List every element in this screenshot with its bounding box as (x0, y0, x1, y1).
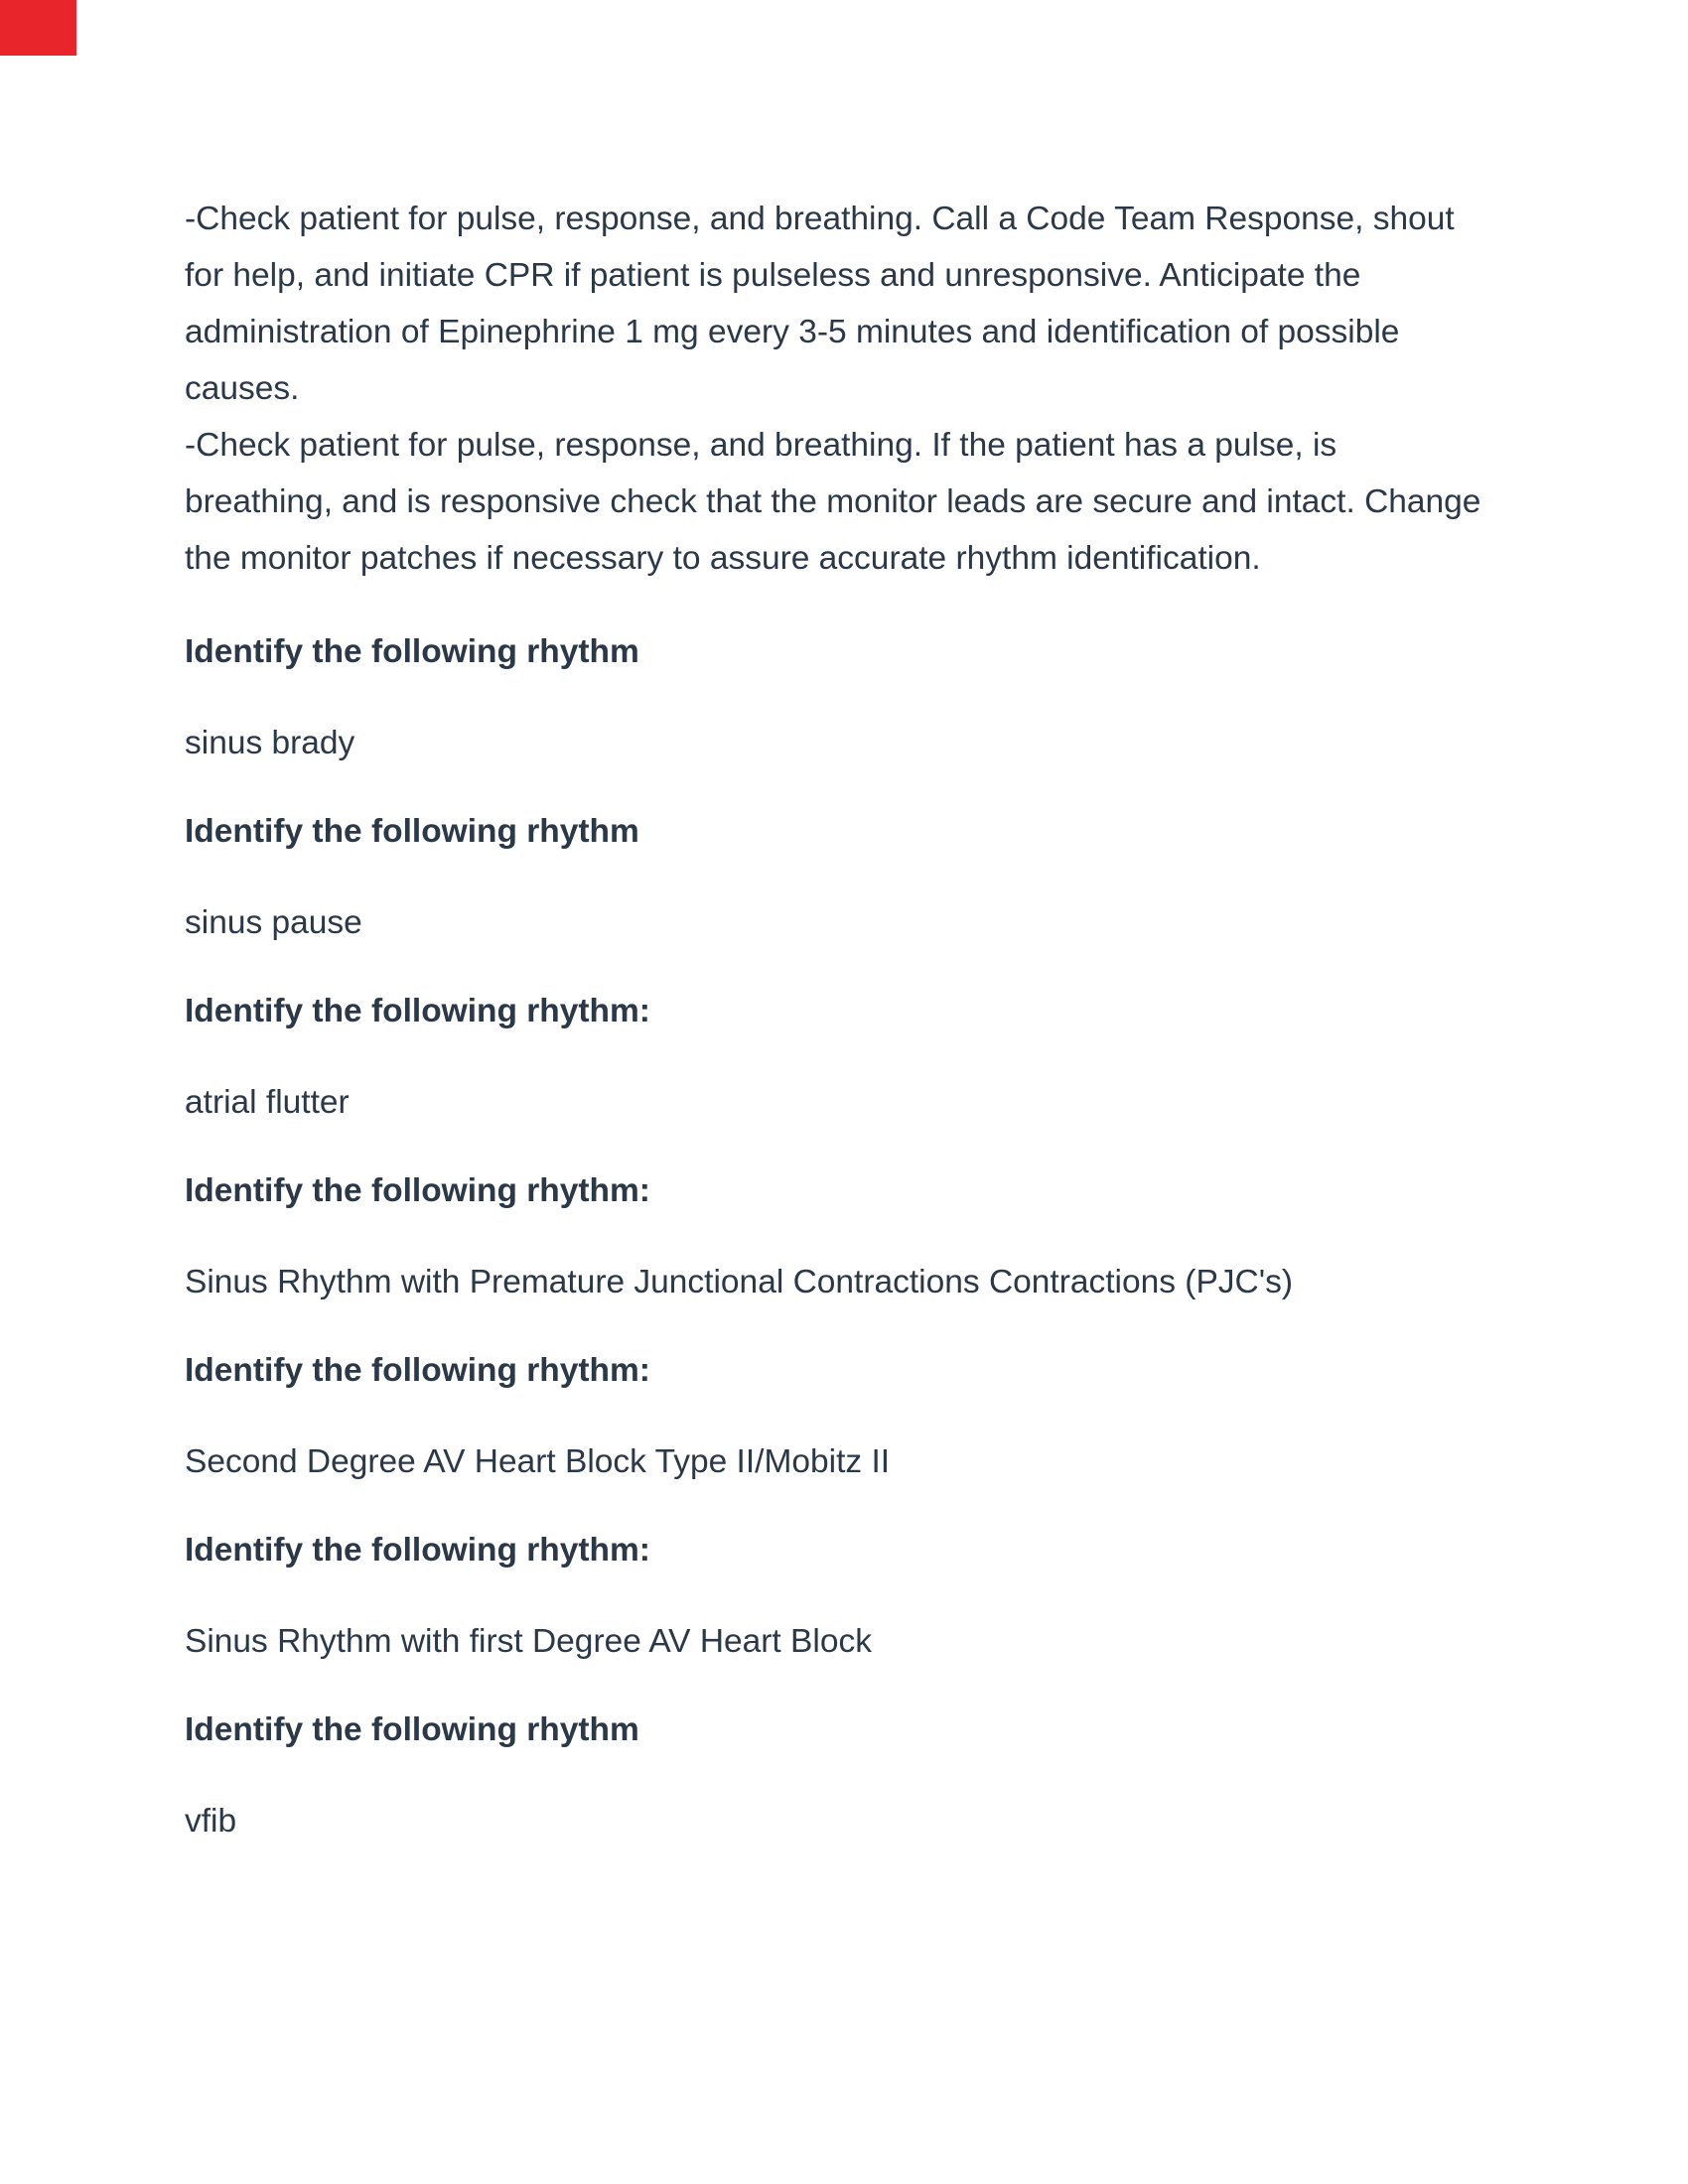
flashcard (185, 1162, 1519, 1310)
flashcard (185, 623, 1519, 771)
question-heading: Identify the following rhythm: (185, 1172, 650, 1209)
question-heading: Identify the following rhythm: (185, 993, 650, 1029)
intro-text (185, 191, 1519, 587)
answer-text: Second Degree AV Heart Block Type II/Mobitz II (185, 1443, 891, 1480)
intro-paragraph-1-line: for help, and initiate CPR if patient is pulseless and unresponsive. Anticipate the (185, 257, 1361, 294)
answer-text: atrial flutter (185, 1084, 350, 1121)
question-heading: Identify the following rhythm: (185, 1532, 650, 1569)
flashcard (185, 803, 1519, 951)
answer-text: sinus brady (185, 725, 355, 761)
question-heading: Identify the following rhythm (185, 633, 639, 670)
answer-text: Sinus Rhythm with first Degree AV Heart Block (185, 1623, 872, 1660)
intro-paragraph-1-line: causes. (185, 370, 300, 407)
flashcard (185, 1522, 1519, 1670)
answer-text: Sinus Rhythm with Premature Junctional Contractions Contractions (PJC's) (185, 1264, 1294, 1300)
question-heading: Identify the following rhythm (185, 813, 639, 850)
intro-paragraph-1-line: administration of Epinephrine 1 mg every 3-5 minutes and identification of possible (185, 314, 1400, 350)
question-heading: Identify the following rhythm: (185, 1352, 650, 1389)
flashcard (185, 983, 1519, 1131)
intro-paragraph-2-line: -Check patient for pulse, response, and breathing. If the patient has a pulse, is (185, 427, 1337, 464)
flashcard (185, 1702, 1519, 1849)
corner-marker (0, 0, 76, 56)
question-heading: Identify the following rhythm (185, 1711, 639, 1748)
intro-paragraph-2-line: the monitor patches if necessary to assure accurate rhythm identification. (185, 540, 1261, 577)
flashcard (185, 1342, 1519, 1490)
answer-text: vfib (185, 1803, 237, 1840)
intro-paragraph-1-line: -Check patient for pulse, response, and breathing. Call a Code Team Response, shout (185, 201, 1455, 237)
answer-text: sinus pause (185, 904, 362, 941)
intro-paragraph-2-line: breathing, and is responsive check that the monitor leads are secure and intact. Change (185, 483, 1481, 520)
